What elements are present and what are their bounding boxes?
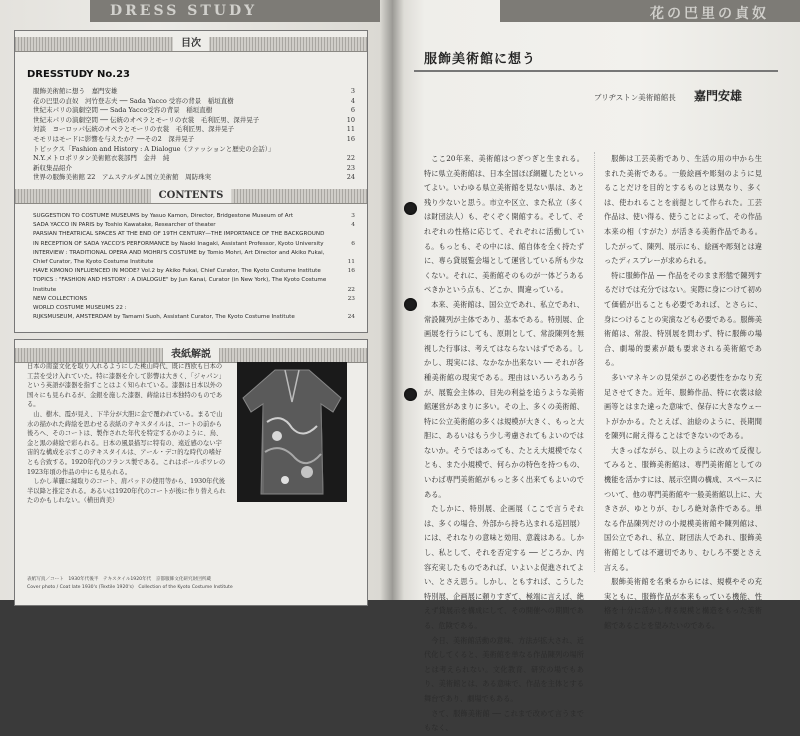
cover-photo — [237, 362, 347, 502]
en-contents-page: 3 — [351, 213, 355, 219]
jp-contents-page: 10 — [346, 115, 355, 124]
jp-contents-entry: 世紀末パリの演劇空間 ── 伝統のオペラとモーリの衣裳 毛利匠男、深井晃子 — [33, 115, 260, 124]
author-name: 嘉門安雄 — [694, 89, 743, 103]
right-masthead-text: 花の巴里の貞奴 — [650, 6, 769, 22]
en-contents-entry: SUGGESTION TO COSTUME MUSEUMS by Yasuo Kamon, Director, Bridgestone Museum of Art — [33, 213, 294, 219]
jp-contents-header — [15, 37, 367, 52]
jp-contents-entry: トピックス「Fashion and History : A Dialogue（ファッションと歴史の会話）」 — [33, 144, 275, 153]
right-masthead-strip — [500, 0, 800, 22]
essay-paragraph: 今日、美術館活動の意味、方法が拡大され、近代化してくると、美術館を単なる作品陳列の場所とは考えられない。文化教育、研究の場でもあり、美術館とは、ある意味で、作品を主体とする舞台であり、劇場でもある。 — [424, 635, 584, 703]
en-contents-page: 4 — [351, 222, 355, 229]
en-contents-entry: PARSIAN THEATRICAL SPACES AT THE END OF 19TH CENTURY—THE IMPORTANCE OF THE BACKGROUND — [33, 231, 325, 238]
en-contents-header — [15, 189, 367, 204]
essay-paragraph: 本来、美術館は、国公立であれ、私立であれ、常設陳列が主体であり、基本である。特別展、企画展を行うにしても、原則として、常設陳列を無視した行事は、考えてはならないはずである。しかし、現実には、なかなか出来ない ── それが各種美術館の現実である。理由はいろいろあろうが、展覧会主体の、目先の利益を追うような美術館運営があまりに多い。その上、多くの美術館、特に公立美術館の多くは規模が大きく、もっと大胆に、あるいはもう少し考慮されてもよいのではないか。そうではあっても、たとえ大規模でなくとも、また小規模で、何らかの特色を持つもの、いわば専門美術館がもっと多く出来てもよいのである。 — [424, 299, 584, 499]
jp-contents-page: 3 — [350, 87, 355, 95]
cover-paragraph: 山、樹木、霞が見え、下半分が大胆に金で覆われている。まるで山水の描かれた蒔絵を思わせる表紙のテキスタイルは、コートの前から後ろへ、そのコートは、製作された年代を特定するかのように、鳥、金と黒の蒔絵で彩られる。日本の風景描写に特有の、遠近感のない宇宙的な構成を示すこのテキスタイルは、アール・デコ的な時代の嗜好とも合致する。1920年代のフランス製である。これはポールポワレの1923年頃の作品の中にも見られる。 — [27, 410, 226, 476]
jp-contents-entry: モモリはモードに影響を与えたか？──その2 深井晃子 — [33, 135, 195, 143]
cover-description — [27, 362, 227, 506]
cover-heading: 表紙解説 — [163, 348, 219, 362]
author-affiliation: ブリヂストン美術館館長 — [594, 93, 676, 102]
jp-contents-page: 4 — [350, 96, 355, 105]
essay-paragraph: たしかに、特別展、企画展（ここで言うそれは、多くの場合、外部から持ち込まれる巡回展）には、それなりの意味と効用、意義はある。しかし、私として、それを否定する ── どころか、内容充実したものであれば、いよいよ促進されてよい、とさえ思う。しかし、ともすれば、こうした特別展、企画展に頼りすぎて、極端に言えば、絶えず貸展示を構成にして、その開催への期間である、危険である。 — [424, 504, 584, 630]
essay-title: 服飾美術館に想う — [424, 52, 537, 67]
en-contents-entry: INTERVIEW : TRADITIONAL OPERA AND MOHRI'S COSTUME by Tomio Mohri, Art Director and Akiko Fukai, — [33, 249, 325, 256]
en-contents-page: 23 — [347, 295, 355, 302]
column-separator — [594, 152, 595, 572]
binder-hole — [404, 298, 417, 311]
en-contents-entry: HAVE KIMONO INFLUENCED IN MODE? Vol.2 by Akiko Fukai, Chief Curator, The Kyoto Costume Institute — [33, 268, 321, 275]
book-spine-shadow — [380, 0, 404, 600]
binder-hole — [404, 202, 417, 215]
jp-contents-page: 23 — [346, 163, 355, 172]
issue-number: DRESSTUDY No.23 — [27, 69, 130, 80]
jp-contents-entry: 対談 ヨーロッパ伝統のオペラとモーリの衣裳 毛利匠男、深井晃子 — [33, 125, 235, 134]
essay-paragraph: 特に服飾作品 ── 作品をそのまま形態で陳列するだけでは充分ではない。実際に身につけて初めて価値が出ることも必要であれば、とさらに、身につけることの実演なども必要である。服飾美術館は、常設、特別展を問わず、特に服飾の場合、劇場的要素が最も要求される美術館である。 — [604, 270, 762, 368]
jp-contents-entry: 服飾美術館に想う 嘉門安雄 — [33, 87, 118, 95]
en-contents-page: 24 — [347, 314, 355, 321]
en-contents-page: 11 — [347, 259, 355, 265]
left-masthead-text: DRESS STUDY — [110, 3, 258, 19]
cover-paragraph: しかし華麗に縁取りのコート、肩パッドの使用等から、1930年代後半以降と推定される。あるいは1920年代のコートが後に作り替えられたのかもしれない。（横田尚美） — [27, 478, 226, 505]
en-contents-page: 6 — [351, 240, 355, 247]
cover-paragraph: 日本の南蛮文化を取り入れるようにした桃山時代、既に西欧も日本の工芸を受け入れていた。特に漆器を介して影響は大きく、「ジャパン」という英語が漆器を指すことはよく知られている。漆器は日本以外の国々にも見られるが、金銀を施した漆器、蒔絵は日本独特のものである。 — [27, 363, 226, 409]
contents-box — [14, 30, 368, 333]
jp-contents-entry: 新収集品紹介 — [33, 163, 72, 172]
en-contents-entry: NEW COLLECTIONS — [33, 295, 88, 302]
essay-column-2 — [604, 152, 762, 630]
jp-contents-entry: 世紀末パリの演劇空間 ── Sada Yacco受容の背景 稲垣直樹 — [33, 106, 213, 115]
binder-hole — [404, 388, 417, 401]
jp-contents-entry: 世界の服飾美術館 22 アムステルダム国立美術館 周防珠実 — [33, 173, 212, 182]
kimono-coat-image — [237, 362, 347, 502]
cover-header — [15, 348, 367, 363]
essay-paragraph: 服飾は工芸美術であり、生活の用の中から生まれた美術である。一般絵画や彫刻のように見ることだけを目的とするものとは異なり、多くは、使われることを前提として作られた。工芸作品は、使い得る、使うことによって、その作品本来の相（すがた）が活きる美術作品である。したがって、陳列、展示にも、絵画や彫刻とは違ったディスプレーが求められる。 — [604, 154, 762, 266]
en-contents-entry: WORLD COSTUME MUSEUMS 22 : — [33, 305, 127, 311]
essay-paragraph: さて、服飾美術館 ── これまで改めて言うまでもなく、 — [424, 708, 584, 733]
en-contents-heading: CONTENTS — [151, 189, 232, 203]
en-contents-entry: SADA YACCO IN PARIS by Toshio Kawatake, Researcher of theater — [33, 222, 216, 229]
en-contents-entry: IN RECEPTION OF SADA YACCO'S PERFORMANCE by Naoki Inagaki, Assistant Professor, Kyoto University — [33, 240, 324, 247]
jp-contents-page: 22 — [346, 154, 355, 163]
essay-paragraph: 大きっぱながら、以上のように改めて反復してみると、服飾美術館は、専門美術館としての機能を活かすには、展示空間の構成、スペースについて、他の専門美術館や一般美術館以上に、大きさが、ゆとりが、むしろ絶対条件である。単なる作品陳列だけの小規模美術館や陳列館は、国公立であれ、私立、財団法人であれ、服飾美術館としては不適切であり、むしろ不要とさえ言える。 — [604, 445, 762, 572]
cover-box — [14, 339, 368, 606]
jp-contents-heading: 目次 — [173, 37, 209, 51]
jp-contents-page: 24 — [346, 173, 355, 182]
en-contents-entry: RIJKSMUSEUM, AMSTERDAM by Tamami Suoh, Assistant Curator, The Kyoto Costume Institute — [33, 314, 295, 321]
left-page — [0, 0, 392, 600]
jp-contents-page: 11 — [346, 125, 355, 134]
essay-paragraph: 多いマネキンの見栄がこの必要性をかなり充足させてきた。近年、服飾作品、特に衣裳は絵画等とはまた違った意味で、保存に大きなウェートがかかる。たとえば、油絵のように、長期間を陳列に耐え得ることはできないのである。 — [604, 372, 762, 441]
jp-contents-entry: 花の巴里の貞奴 河竹登志夫 ── Sada Yacco 受容の背景 稲垣直樹 — [33, 96, 234, 105]
cover-credit-en: Cover photo / Coat late 1930's (Textile 1920's) Collection of the Kyoto Costume Institute — [27, 585, 233, 590]
left-masthead-strip — [90, 0, 380, 22]
jp-contents-page: 16 — [346, 135, 355, 143]
en-contents-entry: TOPICS : "FASHION AND HISTORY : A DIALOGUE" by Jun Kanai, Curator (in New York), The Kyoto Costume — [33, 277, 327, 284]
essay-paragraph: 服飾美術館を名乗るからには、規模やその充実ともに、服飾作品が本来もっている機能、性格を十分に活かし得る規模と構造をもった美術館であることを望みたいのである。 — [604, 577, 762, 630]
essay-column-1 — [424, 152, 584, 733]
en-contents-entry: Chief Curator, The Kyoto Costume Institute — [33, 259, 154, 265]
jp-contents-entry: N.Y.メトロポリタン美術館衣裳部門 金井 純 — [33, 154, 170, 163]
en-contents-page: 16 — [347, 268, 355, 275]
essay-paragraph: ここ20年来、美術館はつぎつぎと生まれる。特に県立美術館は、日本全国ほぼ網羅したといってよい。いわゆる県立美術館を見ない県は、あと残り少ないと思う。市立や区立、また私立（多くは財団法人）も、ぞくぞく開館する。そして、それぞれの性格に応じて、それぞれに活動している。もっとも、その中には、館自体を全く持たずに、専ら貸展覧会場として運営している所も少なくない。それに、美術館そのものが一体どうあるべきかという点も、どこか、間違っている。 — [424, 154, 584, 295]
cover-credit-jp: 表紙写真／コート 1930年代後半 テキスタイル1920年代 京都服飾文化研究財団所蔵 — [27, 577, 211, 582]
jp-contents-page: 6 — [350, 106, 355, 115]
title-rule — [414, 70, 778, 72]
en-contents-entry: Institute — [33, 286, 57, 293]
en-contents-page: 22 — [347, 286, 355, 293]
